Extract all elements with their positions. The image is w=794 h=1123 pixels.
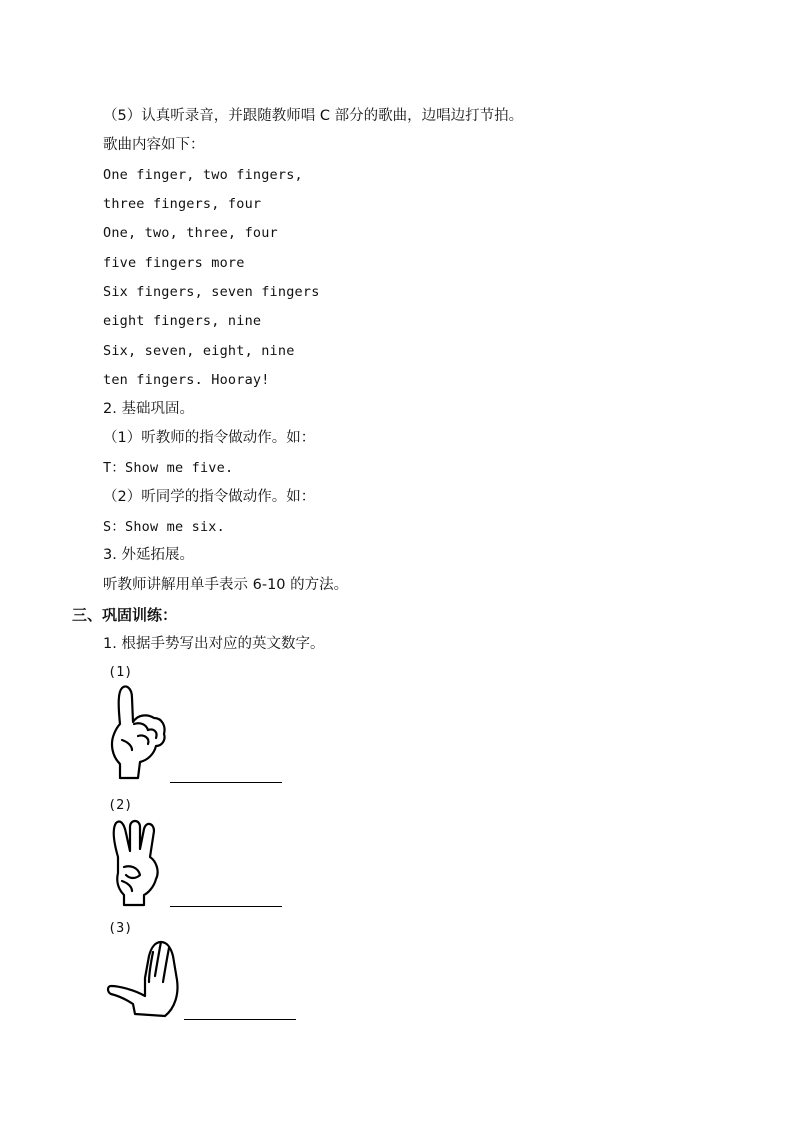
answer-blank-3[interactable]: [184, 1019, 296, 1020]
exercise-label: (2): [108, 797, 133, 813]
sub-step-2: （2）听同学的指令做动作。如：: [103, 489, 316, 505]
song-line: three fingers, four: [103, 196, 262, 212]
exercise-label: (3): [108, 920, 133, 936]
song-line: eight fingers, nine: [103, 313, 262, 329]
extend-heading: 3. 外延拓展。: [103, 547, 194, 563]
consolidate-heading: 2. 基础巩固。: [103, 401, 194, 417]
exercise-label: (1): [108, 664, 133, 680]
song-line: ten fingers. Hooray!: [103, 372, 270, 388]
thumb-out-hand-icon: [105, 938, 183, 1018]
student-example: S：Show me six.: [103, 519, 225, 535]
song-line: five fingers more: [103, 255, 245, 271]
extend-detail: 听教师讲解用单手表示 6-10 的方法。: [103, 577, 349, 593]
three-fingers-hand-icon: [110, 817, 166, 907]
one-finger-hand-icon: [108, 684, 170, 780]
section3-title: 三、巩固训练：: [72, 606, 178, 624]
song-line: One, two, three, four: [103, 225, 278, 241]
step5-text: （5）认真听录音，并跟随教师唱 C 部分的歌曲，边唱边打节拍。: [103, 108, 524, 124]
song-line: One finger, two fingers,: [103, 167, 303, 183]
answer-blank-1[interactable]: [170, 782, 282, 783]
task1-instruction: 1. 根据手势写出对应的英文数字。: [103, 636, 325, 652]
song-intro: 歌曲内容如下：: [103, 137, 205, 153]
answer-blank-2[interactable]: [170, 906, 282, 907]
song-line: Six fingers, seven fingers: [103, 284, 320, 300]
teacher-example: T：Show me five.: [103, 460, 234, 476]
song-line: Six, seven, eight, nine: [103, 343, 295, 359]
sub-step-1: （1）听教师的指令做动作。如：: [103, 430, 316, 446]
